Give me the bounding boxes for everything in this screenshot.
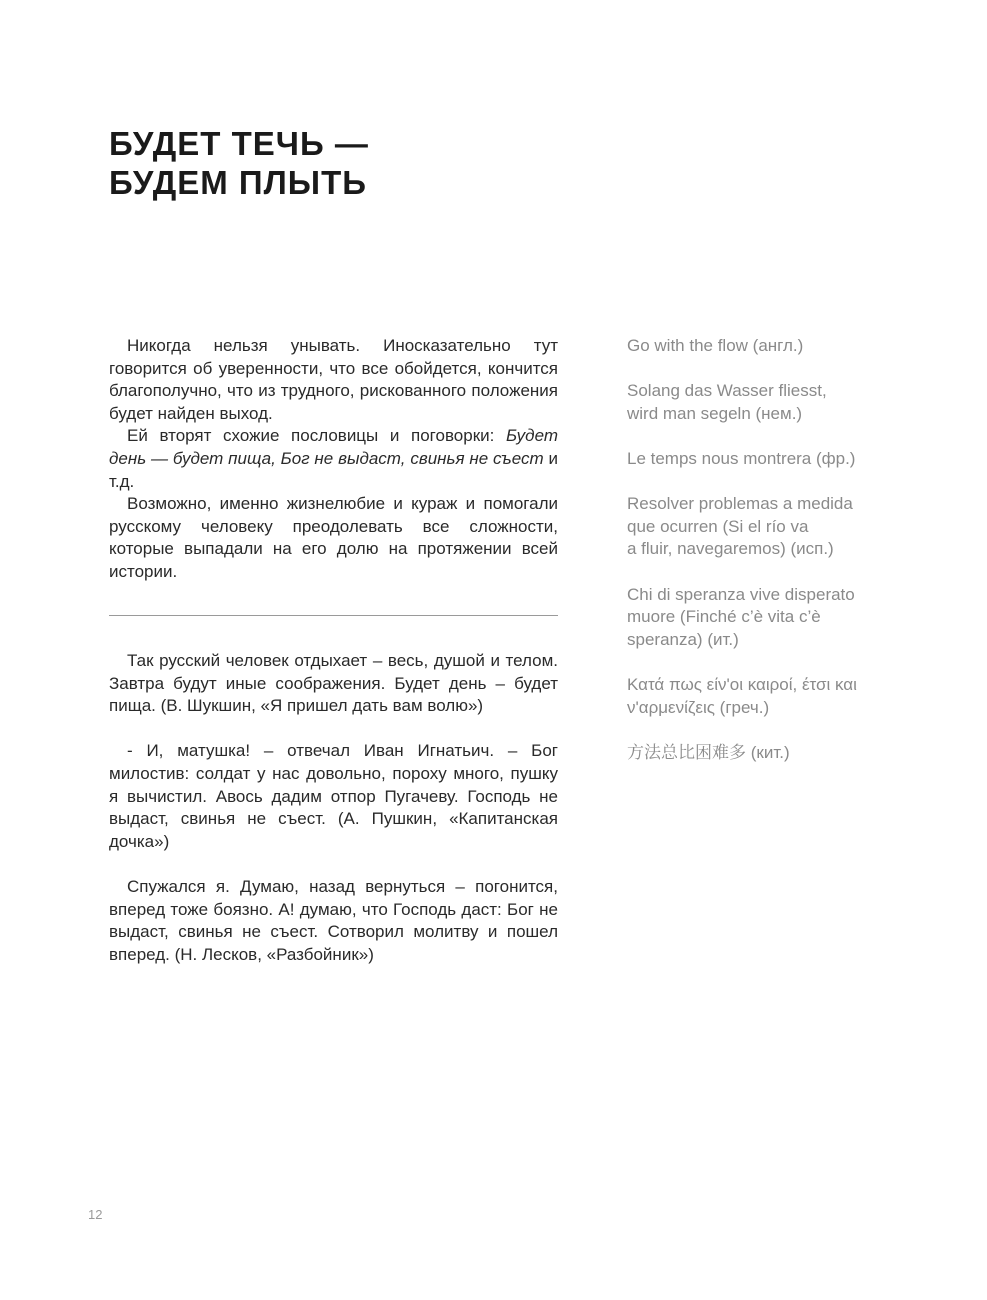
translation-spanish: Resolver problemas a medida que ocurren (Si el río va a fluir, navegaremos) (исп.) [627, 494, 853, 559]
page-title-line-1: БУДЕТ ТЕЧЬ — [109, 125, 369, 162]
intro-paragraph-3: Возможно, именно жизнелюбие и кураж и помогали русскому человеку преодолевать все сложности, которые выпадали на его долю на протяжении всей истории. [109, 494, 558, 581]
quote-pushkin: - И, матушка! – отвечал Иван Игнатьич. – Бог милостив: солдат у нас довольно, пороху много, пушку я вычистил. Авось дадим отпор Пугачеву. Господь не выдаст, свинья не съест. (А. Пушкин, «Капитанская дочка») [109, 741, 558, 851]
translation-italian: Chi di speranza vive disperato muore (Finché c’è vita c’è speranza) (ит.) [627, 584, 855, 649]
intro-paragraph-2-lead: Ей вторят схожие пословицы и поговорки: [127, 426, 506, 446]
page-title [109, 124, 369, 202]
intro-text [109, 335, 558, 584]
literary-quotes [109, 650, 558, 989]
intro-paragraph-2-tail: и т.д. [109, 448, 558, 491]
translation-chinese: 方法总比困难多 (кит.) [627, 742, 790, 762]
intro-proverbs-italic: Будет день — будет пища, Бог не выдаст, свинья не съест [109, 426, 558, 468]
page-number: 12 [88, 1207, 103, 1222]
translation-english: Go with the flow (англ.) [627, 336, 804, 355]
page-title-line-2: БУДЕМ ПЛЫТЬ [109, 164, 367, 201]
translations-column [627, 335, 927, 787]
quote-leskov: Спужался я. Думаю, назад вернуться – погонится, вперед тоже боязно. А! думаю, что Господь даст: Бог не выдаст, свинья не съест. Сотворил молитву и пошел вперед. (Н. Лесков, «Разбойник») [109, 876, 558, 964]
section-divider [109, 615, 558, 616]
intro-paragraph-2 [109, 425, 558, 493]
translation-german: Solang das Wasser fliesst, wird man segeln (нем.) [627, 381, 827, 423]
quote-shukshin: Так русский человек отдыхает – весь, душой и телом. Завтра будут иные соображения. Будет день – будет пища. (В. Шукшин, «Я пришел дать вам волю») [109, 651, 558, 716]
intro-paragraph-1: Никогда нельзя унывать. Иносказательно тут говорится об уверенности, что все обойдется, кончится благополучно, что из трудного, рискованного положения будет найден выход. [109, 336, 558, 423]
translation-french: Le temps nous montrera (фр.) [627, 448, 856, 468]
translation-greek: Κατά πως είν'οι καιροί, έτσι και ν'αρμενίζεις (греч.) [627, 674, 857, 717]
